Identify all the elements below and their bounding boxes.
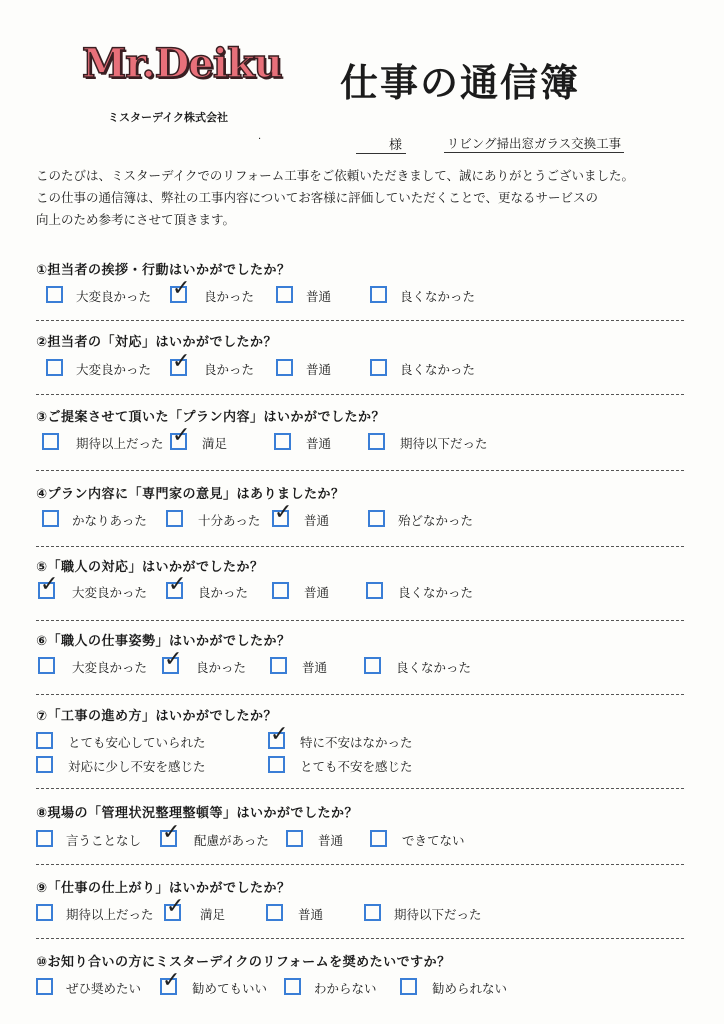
question-5-option-4-checkbox[interactable]	[366, 582, 383, 599]
question-5-title: ⑤「職人の対応」はいかがでしたか？	[36, 560, 264, 575]
question-2-option-4-checkbox[interactable]	[370, 359, 387, 376]
question-1-option-1-label: 大変良かった	[76, 289, 152, 304]
question-2-title: ②担当者の「対応」はいかがでしたか？	[36, 335, 278, 350]
customer-dot: .	[258, 131, 262, 142]
question-4-option-4-checkbox[interactable]	[368, 510, 385, 527]
question-1-option-4-label: 良くなかった	[400, 289, 476, 304]
question-10-option-1-label: ぜひ奨めたい	[66, 981, 142, 996]
question-9-option-1-checkbox[interactable]	[36, 904, 53, 921]
question-8-option-2-label: 配慮があった	[194, 833, 269, 848]
question-4-option-1-checkbox[interactable]	[42, 510, 59, 527]
question-6-option-3-label: 普通	[302, 660, 328, 675]
question-9-option-2-label: 満足	[200, 907, 226, 922]
customer-honorific: 様	[356, 134, 406, 154]
question-7-title: ⑦「工事の進め方」はいかがでしたか？	[36, 709, 278, 724]
question-5-option-3-checkbox[interactable]	[272, 582, 289, 599]
question-7-option-1-checkbox[interactable]	[36, 732, 53, 749]
question-3-option-1-checkbox[interactable]	[42, 433, 59, 450]
question-5-option-3-label: 普通	[304, 585, 330, 600]
question-7-option-4-checkbox[interactable]	[268, 756, 285, 773]
question-9-option-1-label: 期待以上だった	[66, 907, 154, 922]
question-10-option-4-label: 勧められない	[432, 981, 508, 996]
question-1-option-3-checkbox[interactable]	[276, 286, 293, 303]
question-10-option-3-label: わからない	[314, 981, 377, 996]
section-divider-6	[36, 694, 684, 695]
question-7-option-1-label: とても安心していられた	[68, 735, 206, 750]
section-divider-5	[36, 620, 684, 621]
question-5-option-2-label: 良かった	[198, 585, 249, 600]
question-8-option-4-checkbox[interactable]	[370, 830, 387, 847]
question-9-option-3-label: 普通	[298, 907, 324, 922]
intro-line-3: 向上のため参考にさせて頂きます。	[36, 212, 236, 227]
company-name: ミスターデイク株式会社	[108, 111, 229, 124]
question-3-option-4-label: 期待以下だった	[400, 436, 488, 451]
question-10-option-2-label: 勧めてもいい	[192, 981, 268, 996]
section-divider-3	[36, 470, 684, 471]
question-2-option-2-label: 良かった	[204, 362, 255, 377]
question-3-option-3-label: 普通	[306, 436, 332, 451]
question-3-title: ③ご提案させて頂いた「プラン内容」はいかがでしたか？	[36, 410, 386, 425]
project-name: リビング掃出窓ガラス交換工事	[444, 134, 624, 153]
question-5-option-1-label: 大変良かった	[72, 585, 148, 600]
question-1-title: ①担当者の挨拶・行動はいかがでしたか？	[36, 263, 291, 278]
question-3-option-2-label: 満足	[202, 436, 228, 451]
checkmark-icon: ✓	[270, 722, 289, 747]
checkmark-icon: ✓	[164, 647, 183, 672]
question-9-option-3-checkbox[interactable]	[266, 904, 283, 921]
intro-line-1: このたびは、ミスターデイクでのリフォーム工事をご依頼いただきまして、誠にありがとうございました。	[36, 168, 635, 183]
checkmark-icon: ✓	[274, 500, 293, 525]
section-divider-1	[36, 320, 684, 321]
question-6-option-1-checkbox[interactable]	[38, 657, 55, 674]
question-4-option-4-label: 殆どなかった	[398, 513, 474, 528]
company-logo: Mr.Deiku	[82, 40, 282, 87]
question-6-option-3-checkbox[interactable]	[270, 657, 287, 674]
question-7-option-3-checkbox[interactable]	[36, 756, 53, 773]
section-divider-8	[36, 864, 684, 865]
question-6-title: ⑥「職人の仕事姿勢」はいかがでしたか？	[36, 634, 291, 649]
question-4-option-1-label: かなりあった	[72, 513, 147, 528]
question-10-option-1-checkbox[interactable]	[36, 978, 53, 995]
page-title: 仕事の通信簿	[340, 61, 581, 105]
question-9-option-4-label: 期待以下だった	[394, 907, 482, 922]
intro-line-2: この仕事の通信簿は、弊社の工事内容についてお客様に評価していただくことで、更なるサービスの	[36, 190, 599, 205]
question-2-option-1-checkbox[interactable]	[46, 359, 63, 376]
question-8-option-1-checkbox[interactable]	[36, 830, 53, 847]
question-1-option-4-checkbox[interactable]	[370, 286, 387, 303]
section-divider-9	[36, 938, 684, 939]
question-5-option-4-label: 良くなかった	[398, 585, 474, 600]
question-4-title: ④プラン内容に「専門家の意見」はありましたか？	[36, 487, 345, 502]
checkmark-icon: ✓	[162, 968, 181, 993]
question-4-option-3-label: 普通	[304, 513, 330, 528]
question-8-option-1-label: 言うことなし	[66, 833, 142, 848]
question-8-option-4-label: できてない	[402, 833, 465, 848]
checkmark-icon: ✓	[166, 894, 185, 919]
question-3-option-1-label: 期待以上だった	[76, 436, 164, 451]
question-1-option-3-label: 普通	[306, 289, 332, 304]
question-10-title: ⑩お知り合いの方にミスターデイクのリフォームを奨めたいですか？	[36, 955, 451, 970]
checkmark-icon: ✓	[168, 572, 187, 597]
question-8-option-3-label: 普通	[318, 833, 344, 848]
question-7-option-3-label: 対応に少し不安を感じた	[68, 759, 206, 774]
question-8-title: ⑧現場の「管理状況整理整頓等」はいかがでしたか？	[36, 806, 359, 821]
section-divider-2	[36, 394, 684, 395]
checkmark-icon: ✓	[172, 349, 191, 374]
question-1-option-2-label: 良かった	[204, 289, 255, 304]
question-6-option-1-label: 大変良かった	[72, 660, 148, 675]
question-8-option-3-checkbox[interactable]	[286, 830, 303, 847]
question-4-option-2-label: 十分あった	[198, 513, 261, 528]
question-10-option-4-checkbox[interactable]	[400, 978, 417, 995]
section-divider-7	[36, 788, 684, 789]
checkmark-icon: ✓	[162, 820, 181, 845]
checkmark-icon: ✓	[172, 423, 191, 448]
question-7-option-2-label: 特に不安はなかった	[300, 735, 413, 750]
question-4-option-2-checkbox[interactable]	[166, 510, 183, 527]
question-1-option-1-checkbox[interactable]	[46, 286, 63, 303]
question-2-option-3-checkbox[interactable]	[276, 359, 293, 376]
checkmark-icon: ✓	[172, 276, 191, 301]
question-6-option-4-label: 良くなかった	[396, 660, 472, 675]
question-3-option-4-checkbox[interactable]	[368, 433, 385, 450]
question-10-option-3-checkbox[interactable]	[284, 978, 301, 995]
question-3-option-3-checkbox[interactable]	[274, 433, 291, 450]
question-9-option-4-checkbox[interactable]	[364, 904, 381, 921]
question-7-option-4-label: とても不安を感じた	[300, 759, 413, 774]
question-9-title: ⑨「仕事の仕上がり」はいかがでしたか？	[36, 881, 291, 896]
checkmark-icon: ✓	[40, 572, 59, 597]
question-6-option-2-label: 良かった	[196, 660, 247, 675]
question-2-option-3-label: 普通	[306, 362, 332, 377]
question-6-option-4-checkbox[interactable]	[364, 657, 381, 674]
question-2-option-4-label: 良くなかった	[400, 362, 476, 377]
section-divider-4	[36, 546, 684, 547]
question-2-option-1-label: 大変良かった	[76, 362, 152, 377]
